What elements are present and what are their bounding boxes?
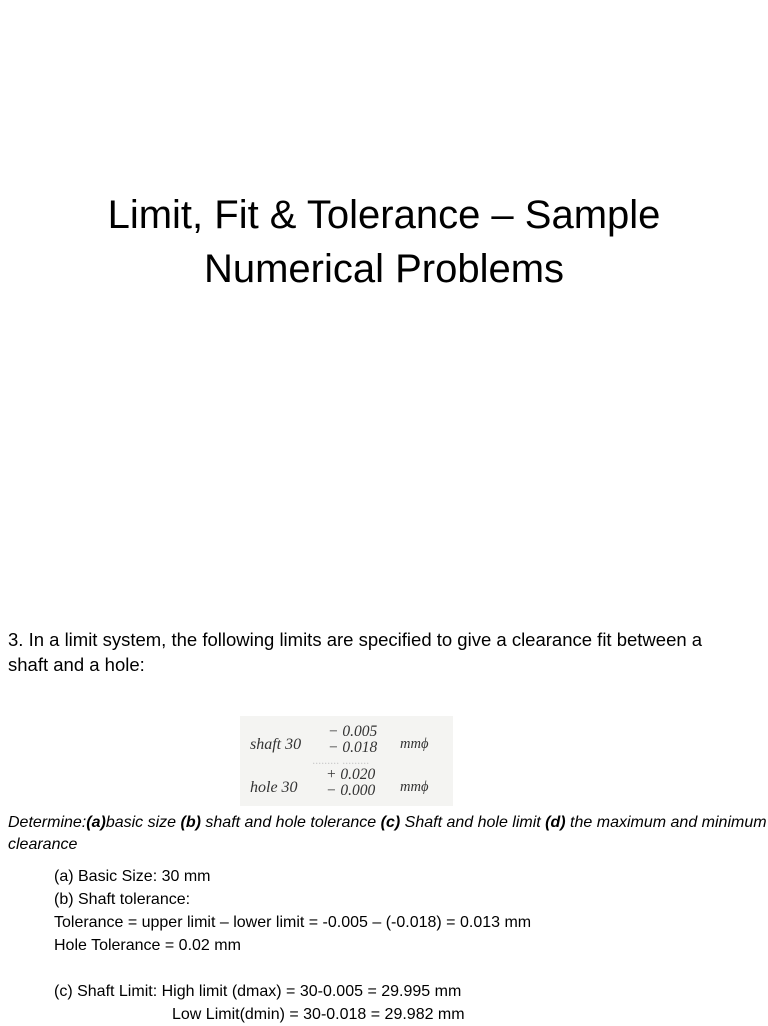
problem-line-2: shaft and a hole: xyxy=(8,654,145,675)
shaft-upper-deviation: − 0.005 xyxy=(328,723,378,740)
determine-b-text: shaft and hole tolerance xyxy=(200,814,381,831)
hole-label: hole 30 xyxy=(250,779,298,796)
determine-b-marker: (b) xyxy=(180,814,201,831)
determine-c-text: Shaft and hole limit xyxy=(400,814,546,831)
determine-a-text: basic size xyxy=(105,814,181,831)
shaft-label: shaft 30 xyxy=(250,736,302,753)
spacer xyxy=(54,957,754,980)
hole-unit: mmϕ xyxy=(400,779,429,795)
determine-c-marker: (c) xyxy=(380,814,401,831)
problem-statement xyxy=(8,627,760,677)
problem-line-1: 3. In a limit system, the following limits are specified to give a clearance fit between a xyxy=(8,629,703,650)
answer-shaft-tolerance-heading: (b) Shaft tolerance: xyxy=(54,891,191,908)
hole-upper-deviation: + 0.020 xyxy=(326,766,376,783)
determine-a-marker: (a) xyxy=(86,814,106,831)
answers-block xyxy=(54,865,754,1026)
scan-artifact: ········· ········· xyxy=(312,756,369,770)
hole-lower-deviation: − 0.000 xyxy=(326,782,376,799)
answer-basic-size: (a) Basic Size: 30 mm xyxy=(54,868,211,885)
answer-shaft-high-limit: (c) Shaft Limit: High limit (dmax) = 30-0.005 = 29.995 mm xyxy=(54,983,462,1000)
determine-question xyxy=(8,812,768,856)
title-line-1: Limit, Fit & Tolerance – Sample xyxy=(107,193,661,237)
shaft-deviations xyxy=(328,724,377,756)
shaft-lower-deviation: − 0.018 xyxy=(328,739,378,756)
answer-shaft-low-limit: Low Limit(dmin) = 30-0.018 = 29.982 mm xyxy=(172,1006,465,1023)
hole-deviations xyxy=(326,767,375,799)
slide-title xyxy=(0,188,768,296)
title-line-2: Numerical Problems xyxy=(203,247,565,291)
determine-d-marker: (d) xyxy=(545,814,566,831)
answer-hole-tolerance: Hole Tolerance = 0.02 mm xyxy=(54,937,241,954)
determine-d-text: the maximum and minimum clearance xyxy=(8,814,767,853)
shaft-unit: mmϕ xyxy=(400,736,429,752)
determine-prefix: Determine: xyxy=(8,814,87,831)
answer-tolerance-calc: Tolerance = upper limit – lower limit = -0.005 – (-0.018) = 0.013 mm xyxy=(54,914,532,931)
tolerance-formula-image xyxy=(240,716,453,806)
